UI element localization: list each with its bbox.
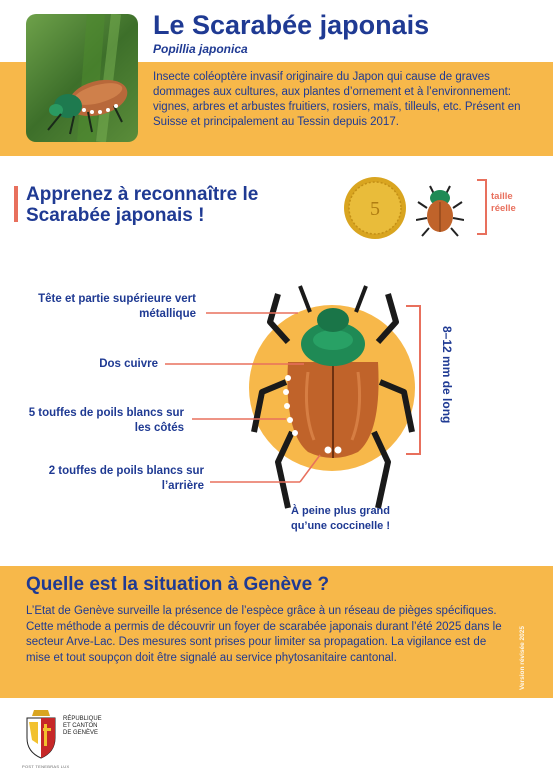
geneva-coat-of-arms-icon	[24, 708, 58, 760]
version-note: Version révisée 2025	[519, 626, 526, 690]
latin-name: Popillia japonica	[153, 42, 248, 56]
length-bracket	[404, 305, 424, 455]
republic-label: RÉPUBLIQUE ET CANTON DE GENÈVE	[63, 716, 102, 736]
ladybird-comparison: À peine plus grand qu’une coccinelle !	[290, 505, 390, 532]
length-label: 8–12 mm de long	[440, 326, 454, 424]
motto: POST TENEBRAS LUX	[22, 764, 70, 769]
intro-text: Insecte coléoptère invasif originaire du Japon qui cause de graves dommages aux cultures, aux plantes d’ornement et à l’environnement: vignes, arbres et arbustes fruitiers, rosiers, maïs, tilleuls, etc. Présent en Suisse et principalement au Tessin depuis 2017.	[153, 71, 521, 128]
label-back: Dos cuivre	[99, 358, 158, 370]
label-rear: 2 touffes de poils blancs sur l’arrière	[48, 465, 204, 492]
situation-text: L’Etat de Genève surveille la présence de l’espèce grâce à un réseau de pièges spécifiques. Cette méthode a permis de découvrir un foyer de scarabée japonais durant l’été 2025 dans le secteur Arve-Lac. Des mesures sont prises pour limiter sa propagation. La vigilance est de mise et tout soupçon doit être signalé au service phytosanitaire cantonal.	[26, 605, 502, 664]
label-head: Tête et partie supérieure vert métallique	[38, 293, 196, 320]
situation-title: Quelle est la situation à Genève ?	[26, 574, 330, 595]
recognise-title: Apprenez à reconnaître le Scarabée japonais !	[26, 184, 259, 226]
label-side: 5 touffes de poils blancs sur les côtés	[28, 407, 184, 434]
page-title: Le Scarabée japonais	[153, 10, 430, 40]
coin-value: 5	[370, 198, 380, 220]
real-size-label: taille réelle	[491, 191, 516, 214]
